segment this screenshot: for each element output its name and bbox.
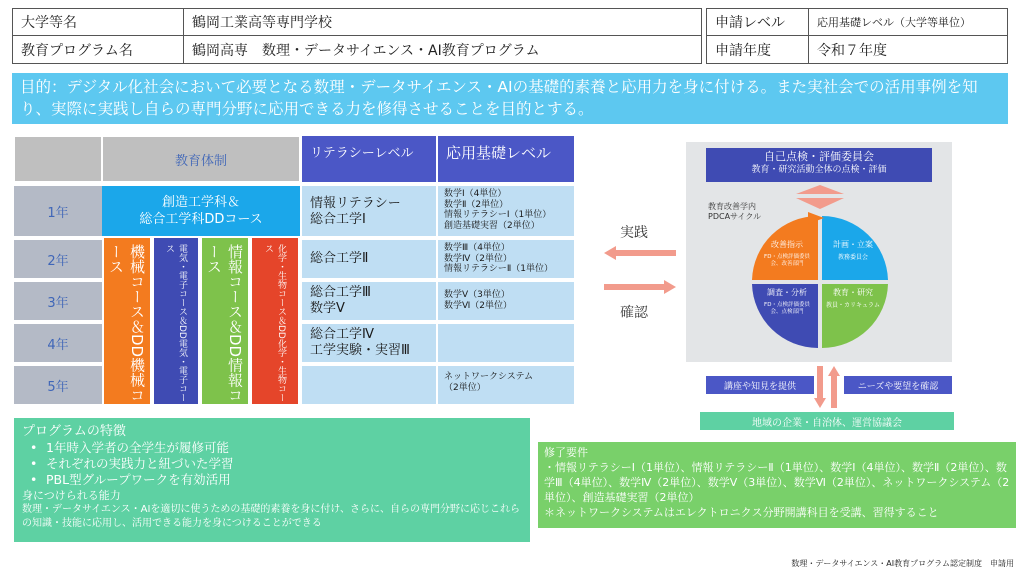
confirm-label: 確認 bbox=[620, 305, 648, 321]
down-arrow-icon bbox=[814, 366, 826, 408]
applied-year-3: 数学Ⅴ（3単位） 数学Ⅵ（2単位） bbox=[438, 282, 574, 320]
applied-year-1: 数学Ⅰ（4単位） 数学Ⅱ（2単位） 情報リテラシーⅠ（1単位） 創造基礎実習（2単位） bbox=[438, 186, 574, 236]
confirm-arrow-icon bbox=[604, 280, 676, 294]
up-arrow-icon bbox=[828, 366, 840, 408]
pdca-improve bbox=[760, 240, 814, 268]
pdca-label-line1: 教育改善学内 bbox=[708, 202, 756, 211]
course-mechanical: 機械コース＆DD機械コース bbox=[104, 238, 150, 404]
literacy-year-1: 情報リテラシー 総合工学Ⅰ bbox=[302, 186, 436, 236]
year-1: 1年 bbox=[14, 186, 102, 236]
requirements-title: 修了要件 bbox=[544, 446, 588, 459]
program-value: 鶴岡高専 数理・データサイエンス・AI教育プログラム bbox=[183, 35, 702, 64]
features-box bbox=[14, 418, 530, 542]
literacy-year-3: 総合工学Ⅲ 数学Ⅴ bbox=[302, 282, 436, 320]
level-value: 応用基礎レベル（大学等単位） bbox=[808, 8, 1008, 36]
footer-note: 数理・データサイエンス・AI教育プログラム認定制度 申請用 bbox=[791, 559, 1014, 568]
ability-text: 数理・データサイエンス・AIを適切に使うための基礎的素養を身に付け、さらに、自らの専門分野に応じこれらの知識・技能に応用し、活用できる能力を身につけることができる bbox=[22, 504, 520, 529]
pdca-check-title: 調査・分析 bbox=[767, 288, 807, 297]
provide-box: 講座や知見を提供 bbox=[706, 376, 814, 394]
features-item-3 bbox=[22, 472, 522, 488]
features-item-1 bbox=[22, 440, 522, 456]
pdca-cycle-icon bbox=[748, 212, 892, 352]
first-year-course-line2: 総合工学科DDコース bbox=[139, 212, 263, 227]
applied-year-4 bbox=[438, 324, 574, 362]
practice-arrow-icon bbox=[604, 246, 676, 260]
program-label: 教育プログラム名 bbox=[12, 35, 184, 64]
features-item-2 bbox=[22, 456, 522, 472]
features-item-2-text: それぞれの実践力と紐づいた学習 bbox=[46, 456, 234, 471]
pdca-check bbox=[760, 288, 814, 316]
pdca-plan-sub: 教務委員会 bbox=[837, 254, 868, 261]
first-year-course-line1: 創造工学科＆ bbox=[161, 195, 240, 210]
school-value: 鶴岡工業高等専門学校 bbox=[183, 8, 702, 36]
community-box: 地域の企業・自治体、運営協議会 bbox=[700, 412, 954, 430]
course-chemistry: 化学・生物コース＆DD化学・生物コース bbox=[252, 238, 298, 404]
bullet-icon: • bbox=[30, 440, 38, 455]
ability-title: 身につけられる能力 bbox=[22, 489, 121, 502]
pdca-plan-title: 計画・立案 bbox=[833, 240, 873, 249]
first-year-course bbox=[102, 186, 300, 236]
level-label: 申請レベル bbox=[706, 8, 809, 36]
year-5: 5年 bbox=[14, 366, 102, 404]
practice-label: 実践 bbox=[620, 225, 648, 241]
year-value: 令和７年度 bbox=[808, 35, 1008, 64]
features-item-1-text: 1年時入学者の全学生が履修可能 bbox=[46, 440, 229, 455]
bullet-icon: • bbox=[30, 472, 38, 487]
pdca-label-line2: PDCAサイクル bbox=[708, 212, 762, 221]
course-information: 情報コース＆DD情報コース bbox=[202, 238, 248, 404]
course-electrical: 電気・電子コース＆DD電気・電子コース bbox=[154, 238, 198, 404]
features-title: プログラムの特徴 bbox=[22, 424, 126, 439]
requirements-text: ・情報リテラシーⅠ（1単位）、情報リテラシーⅡ（1単位）、数学Ⅰ（4単位）、数学Ⅱ（2単位）、数学Ⅲ（4単位）、数学Ⅳ（2単位）、数学Ⅴ（3単位）、数学Ⅵ（2単位）、ネットワークシステム（2単位）、創造基礎実習（2単位） bbox=[544, 461, 1010, 504]
school-label: 大学等名 bbox=[12, 8, 184, 36]
pdca-do-title: 教育・研究 bbox=[833, 288, 873, 297]
applied-header: 応用基礎レベル bbox=[438, 136, 574, 182]
purpose-banner: 目的：デジタル化社会において必要となる数理・データサイエンス・AIの基礎的素養と応用力を身に付ける。また実社会での活用事例を知り、実際に実践し自らの専門分野に応用できる力を修得させることを目的とする。 bbox=[12, 73, 1008, 124]
pdca-improve-sub: FD・点検評価委員会、改善部門 bbox=[764, 254, 810, 267]
literacy-header: リテラシーレベル bbox=[302, 136, 436, 182]
literacy-year-4: 総合工学Ⅳ 工学実験・実習Ⅲ bbox=[302, 324, 436, 362]
requirements-box bbox=[538, 442, 1016, 528]
committee-double-arrow-icon bbox=[792, 185, 848, 209]
features-item-3-text: PBL型グループワークを有効活用 bbox=[46, 472, 231, 487]
corner-header bbox=[14, 136, 102, 182]
bullet-icon: • bbox=[30, 456, 38, 471]
literacy-year-5 bbox=[302, 366, 436, 404]
year-label: 申請年度 bbox=[706, 35, 809, 64]
committee-box bbox=[706, 148, 932, 182]
pdca-do bbox=[826, 288, 880, 310]
year-3: 3年 bbox=[14, 282, 102, 320]
edu-system-header: 教育体制 bbox=[102, 136, 300, 182]
literacy-year-2: 総合工学Ⅱ bbox=[302, 240, 436, 278]
requirements-note: ＊ネットワークシステムはエレクトロニクス分野開講科目を受講、習得すること bbox=[544, 506, 939, 519]
applied-year-5: ネットワークシステム （2単位） bbox=[438, 366, 574, 404]
pdca-check-sub: FD・点検評価委員会、点検部門 bbox=[764, 302, 810, 315]
year-4: 4年 bbox=[14, 324, 102, 362]
pdca-do-sub: 教員・カリキュラム bbox=[826, 302, 880, 309]
committee-subtitle: 教育・研究活動全体の点検・評価 bbox=[751, 165, 887, 175]
year-2: 2年 bbox=[14, 240, 102, 278]
applied-year-2: 数学Ⅲ（4単位） 数学Ⅳ（2単位） 情報リテラシーⅡ（1単位） bbox=[438, 240, 574, 278]
pdca-improve-title: 改善指示 bbox=[771, 240, 803, 249]
pdca-plan bbox=[826, 240, 880, 262]
committee-title: 自己点検・評価委員会 bbox=[764, 150, 874, 163]
needs-box: ニーズや要望を確認 bbox=[844, 376, 952, 394]
